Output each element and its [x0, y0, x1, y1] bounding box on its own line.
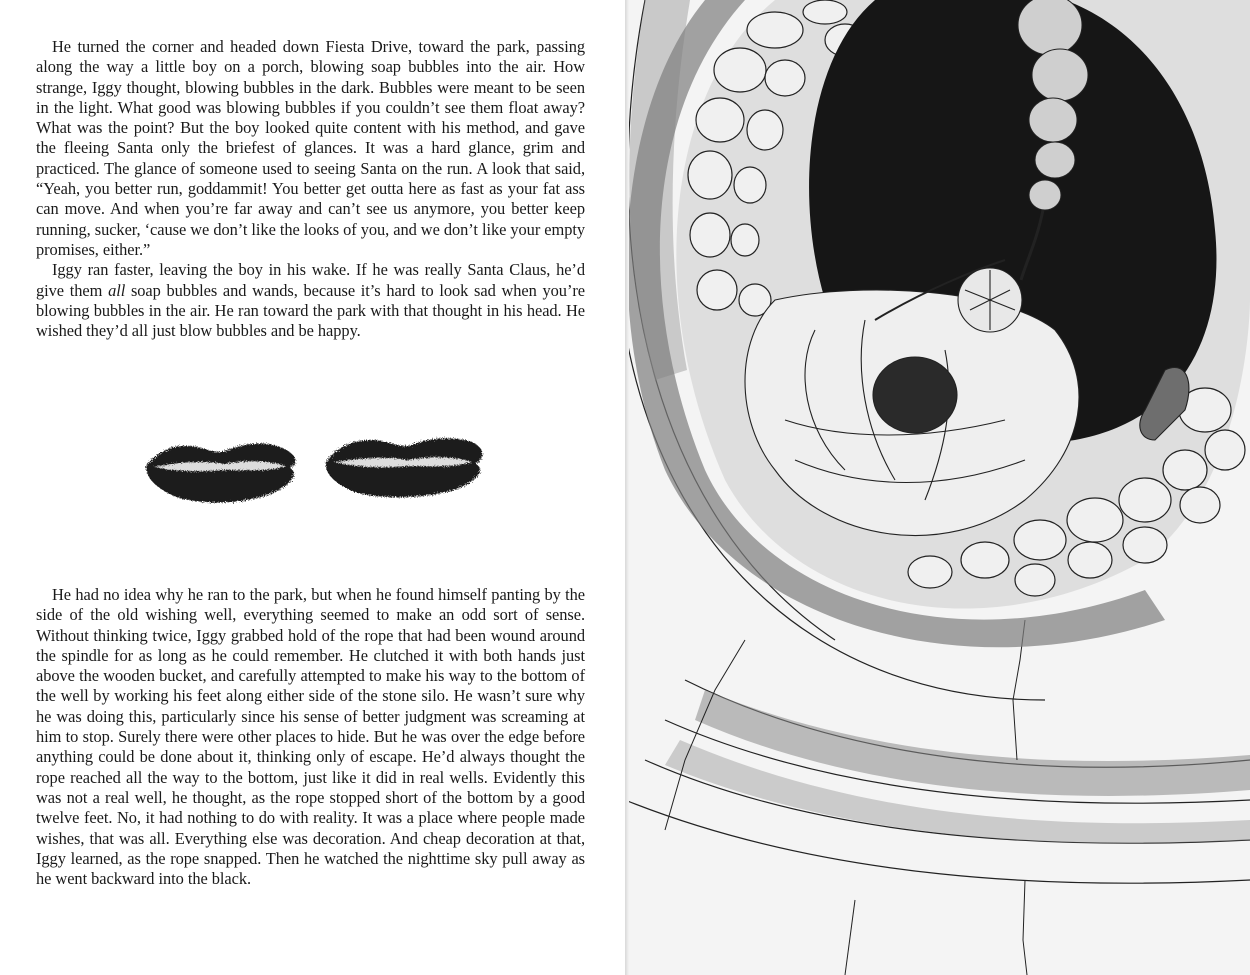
paragraph-two-italic: all	[108, 280, 126, 300]
right-page-illustration	[625, 0, 1250, 975]
paragraph-two	[36, 260, 585, 341]
text-block-bottom	[36, 585, 585, 889]
page-gutter	[625, 0, 629, 975]
paragraph-one: He turned the corner and headed down Fiesta Drive, toward the park, passing along the way a little boy on a porch, blowing soap bubbles into the air. How strange, Iggy thought, blowing bubbles in the dark. Bubbles were meant to be seen in the light. What good was blowing bubbles if you couldn’t see them float away? What was the point? But the boy looked quite content with his method, and gave the fleeing Santa only the briefest of glances. It was a hard glance, grim and practiced. The glance of someone used to seeing Santa on the run. A look that said, “Yeah, you better run, goddammit! You better get outta here as fast as your fat ass can move. And when you’re far away and can’t see us anymore, you better keep running, sucker, ‘cause we don’t like the looks of you, and we don’t like your empty promises, either.”	[36, 37, 585, 259]
lipstick-kiss-icon	[140, 418, 485, 518]
paragraph-two-end: soap bubbles and wands, because it’s hard to look sad when you’re blowing bubbles in the air. He ran toward the park with that thought in his head. He wished they’d all just blow bubbles and be happy.	[36, 280, 585, 341]
paragraph-two-start: Iggy ran faster, leaving the boy in his wake. If he was really Santa Claus, he’d give them	[36, 260, 585, 300]
wishing-well-illustration-icon	[625, 0, 1250, 975]
text-block-top	[36, 37, 585, 341]
paragraph-three: He had no idea why he ran to the park, but when he found himself panting by the side of the old wishing well, everything seemed to make an odd sort of sense. Without thinking twice, Iggy grabbed hold of the rope that had been wound around the spindle for as long as he could remember. He clutched it with both hands just above the wooden bucket, and carefully attempted to make his way to the bottom of the well by working his feet along either side of the stone silo. He wasn’t sure why he was doing this, particularly since his sense of better judgment was screaming at him to stop. Surely there were other places to hide. But he was over the edge before anything could be done about it, thinking only of escape. He’d always thought the rope reached all the way to the bottom, just like it did in real wells. Evidently this was not a real well, he thought, as the rope stopped short of the bottom by a good twelve feet. No, it had nothing to do with reality. It was a place where people made wishes, that was all. Everything else was decoration. And cheap decoration at that, Iggy learned, as the rope snapped. Then he watched the nighttime sky pull away as he went backward into the black.	[36, 585, 585, 889]
lipstick-kiss-ornament	[140, 418, 485, 518]
